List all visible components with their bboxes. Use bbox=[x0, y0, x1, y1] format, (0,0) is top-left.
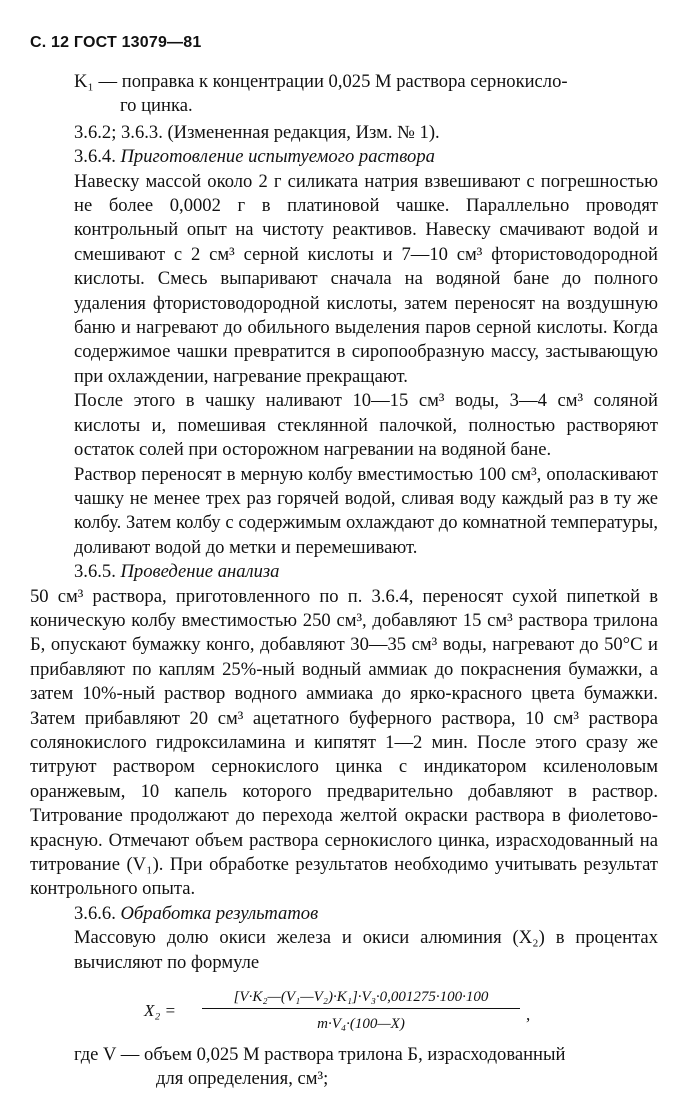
section-title: Приготовление испытуемого раствора bbox=[120, 146, 435, 168]
section-3-6-6-heading bbox=[74, 902, 658, 926]
section-number: 3.6.4. bbox=[74, 146, 116, 168]
k1-definition-line-1: K₁ — поправка к концентрации 0,025 М раствора сернокисло- bbox=[74, 71, 568, 92]
formula-denominator: m·V₄·(100—X) bbox=[317, 1016, 405, 1033]
formula-x2 bbox=[74, 981, 658, 1039]
paragraph-transfer: Раствор переносят в мерную колбу вместимостью 100 см³, ополаскивают чашку не менее трех раз горячей водой, сливая воду каждый раз в ту же колбу. Затем колбу с содержимым охлаждают до комнатной температуры, доливают водой до метки и перемешивают. bbox=[74, 463, 658, 558]
where-line-2: для определения, см³; bbox=[156, 1068, 329, 1090]
document-body bbox=[30, 70, 658, 1092]
k1-definition-line-2: го цинка. bbox=[120, 95, 193, 117]
paragraph-sample-weighing: Навеску массой около 2 г силиката натрия взвешивают с погрешностью не более 0,0002 г в платиновой чашке. Параллельно проводят контрольный опыт на чистоту реактивов. Навеску смачивают водой и смешивают с 2 см³ серной кислоты и 7—10 см³ фтористоводородной кислоты. Смесь выпаривают сначала на водяной бане до полного удаления фтористоводородной кислоты, затем переносят на воздушную баню и нагревают до обильного выделения паров серной кислоты. Когда содержимое чашки превратится в сиропообразную массу, застывающую при охлаждении, нагревание прекращают. bbox=[74, 170, 658, 387]
where-line-1: где V — объем 0,025 М раствора трилона Б, израсходованный bbox=[74, 1044, 566, 1066]
section-number: 3.6.6. bbox=[74, 902, 116, 924]
section-title: Обработка результатов bbox=[120, 902, 319, 924]
formula-numerator: [V·K₂—(V₁—V₂)·K₁]·V₃·0,001275·100·100 bbox=[233, 989, 489, 1006]
page-header: С. 12 ГОСТ 13079—81 bbox=[30, 34, 202, 51]
section-number: 3.6.5. bbox=[74, 561, 116, 583]
section-3-6-4-heading bbox=[74, 145, 658, 169]
paragraph-analysis: 50 см³ раствора, приготовленного по п. 3.6.4, переносят сухой пипеткой в коническую колбу вместимостью 250 см³, добавляют 15 см³ раствора трилона Б, опускают бумажку конго, добавляют 30—35 см³ воды, нагревают до 50°С и прибавляют по каплям 25%-ный водный аммиак до покраснения бумажки, а затем 10%-ный раствор водного аммиака до ярко-красного цвета бумажки. Затем прибавляют 20 см³ ацетатного буферного раствора, 10 см³ раствора солянокислого гидроксиламина и кипятят 1—2 мин. После этого сразу же титруют раствором сернокислого цинка с индикатором ксиленоловым оранжевым, 10 капель которого предварительно добавляют в раствор. Титрование продолжают до перехода желтой окраски раствора в фиолетово-красную. Отмечают объем раствора сернокислого цинка, израсходованный на титрование (V₁). При обработке результатов необходимо учитывать результат контрольного опыта. bbox=[30, 585, 658, 900]
paragraph-calculation: Массовую долю окиси железа и окиси алюминия (X₂) в процентах вычисляют по формуле bbox=[74, 927, 658, 973]
section-3-6-5-heading bbox=[74, 560, 658, 584]
amendment-note bbox=[74, 121, 658, 145]
formula-lhs: X₂ = bbox=[144, 1001, 177, 1021]
fraction-bar bbox=[202, 1008, 520, 1009]
formula-comma: , bbox=[526, 1005, 531, 1025]
amendment-text: 3.6.2; 3.6.3. (Измененная редакция, Изм. № 1). bbox=[74, 121, 440, 143]
section-title: Проведение анализа bbox=[120, 561, 280, 583]
paragraph-dissolution: После этого в чашку наливают 10—15 см³ воды, 3—4 см³ соляной кислоты и, помешивая стеклянной палочкой, полностью растворяют остаток солей при осторожном нагревании на водяной бане. bbox=[74, 390, 658, 461]
